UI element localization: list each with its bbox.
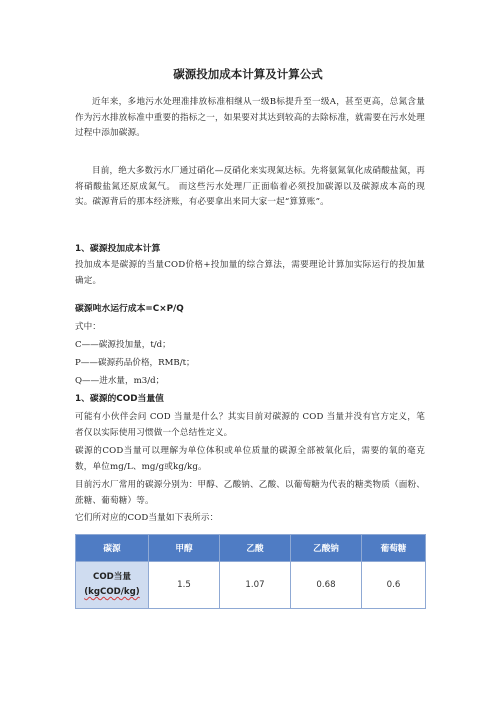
document-title: 碳源投加成本计算及计算公式	[173, 67, 323, 81]
definition-c: C——碳源投加量，t/d；	[75, 340, 171, 350]
table-header-cell: 甲醇	[149, 535, 220, 562]
table-cell: 0.68	[291, 562, 362, 609]
table-cell: 1.07	[220, 562, 291, 609]
formula-where: 式中：	[75, 322, 101, 332]
cod-equivalent-table	[75, 534, 426, 609]
section-1-heading: 1、碳源投加成本计算	[75, 244, 161, 254]
table-header-cell: 葡萄糖	[362, 535, 426, 562]
section-1-text: 投加成本是碳源的当量COD价格+投加量的综合算法，需要理论计算加实际运行的投加量确定。	[75, 260, 425, 286]
table-cell: 1.5	[149, 562, 220, 609]
definition-q: Q——进水量，m3/d；	[75, 376, 165, 386]
row-label-line-2: (kgCOD/kg)	[84, 587, 140, 597]
section-2-paragraph-4: 它们所对应的COD当量如下表所示：	[75, 513, 219, 523]
section-2-heading: 1、碳源的COD当量值	[75, 394, 164, 404]
table-row	[76, 562, 426, 609]
table-cell: 0.6	[362, 562, 426, 609]
definition-p: P——碳源药品价格，RMB/t；	[75, 358, 195, 368]
table-header-cell: 乙酸钠	[291, 535, 362, 562]
section-2-paragraph-2: 碳源的COD当量可以理解为单位体积或单位质量的碳源全部被氧化后，需要的氧的毫克数，单位mg/L、mg/g或kg/kg。	[75, 446, 425, 472]
table-header-cell: 乙酸	[220, 535, 291, 562]
row-label-line-1: COD当量	[93, 572, 131, 582]
section-2-paragraph-1: 可能有小伙伴会问 COD 当量是什么？其实目前对碳源的 COD 当量并没有官方定义，笔者仅以实际使用习惯做一个总结性定义。	[75, 412, 425, 438]
intro-paragraph-2: 目前，绝大多数污水厂通过硝化—反硝化来实现氮达标。先将氨氮氧化成硝酸盐氮，再将硝酸盐氮还原成氮气。 而这些污水处理厂正面临着必须投加碳源以及碳源成本高的现实。碳源背后的那本经济账，有必要拿出来同大家一起“算算账”。	[75, 166, 425, 207]
table-header-cell: 碳源	[76, 535, 149, 562]
table-header-row	[76, 535, 426, 562]
row-label-cell	[76, 562, 149, 609]
section-2-paragraph-3: 目前污水厂常用的碳源分别为：甲醇、乙酸钠、乙酸、以葡萄糖为代表的糖类物质（面粉、蔗糖、葡萄糖）等。	[75, 480, 425, 506]
intro-paragraph-1: 近年来，多地污水处理准排放标准相继从一级B标提升至一级A，甚至更高，总氮含量作为污水排放标准中重要的指标之一，如果要对其达到较高的去除标准，就需要在污水处理过程中添加碳源。	[75, 97, 425, 138]
formula-heading: 碳源吨水运行成本=C×P/Q	[75, 304, 184, 314]
